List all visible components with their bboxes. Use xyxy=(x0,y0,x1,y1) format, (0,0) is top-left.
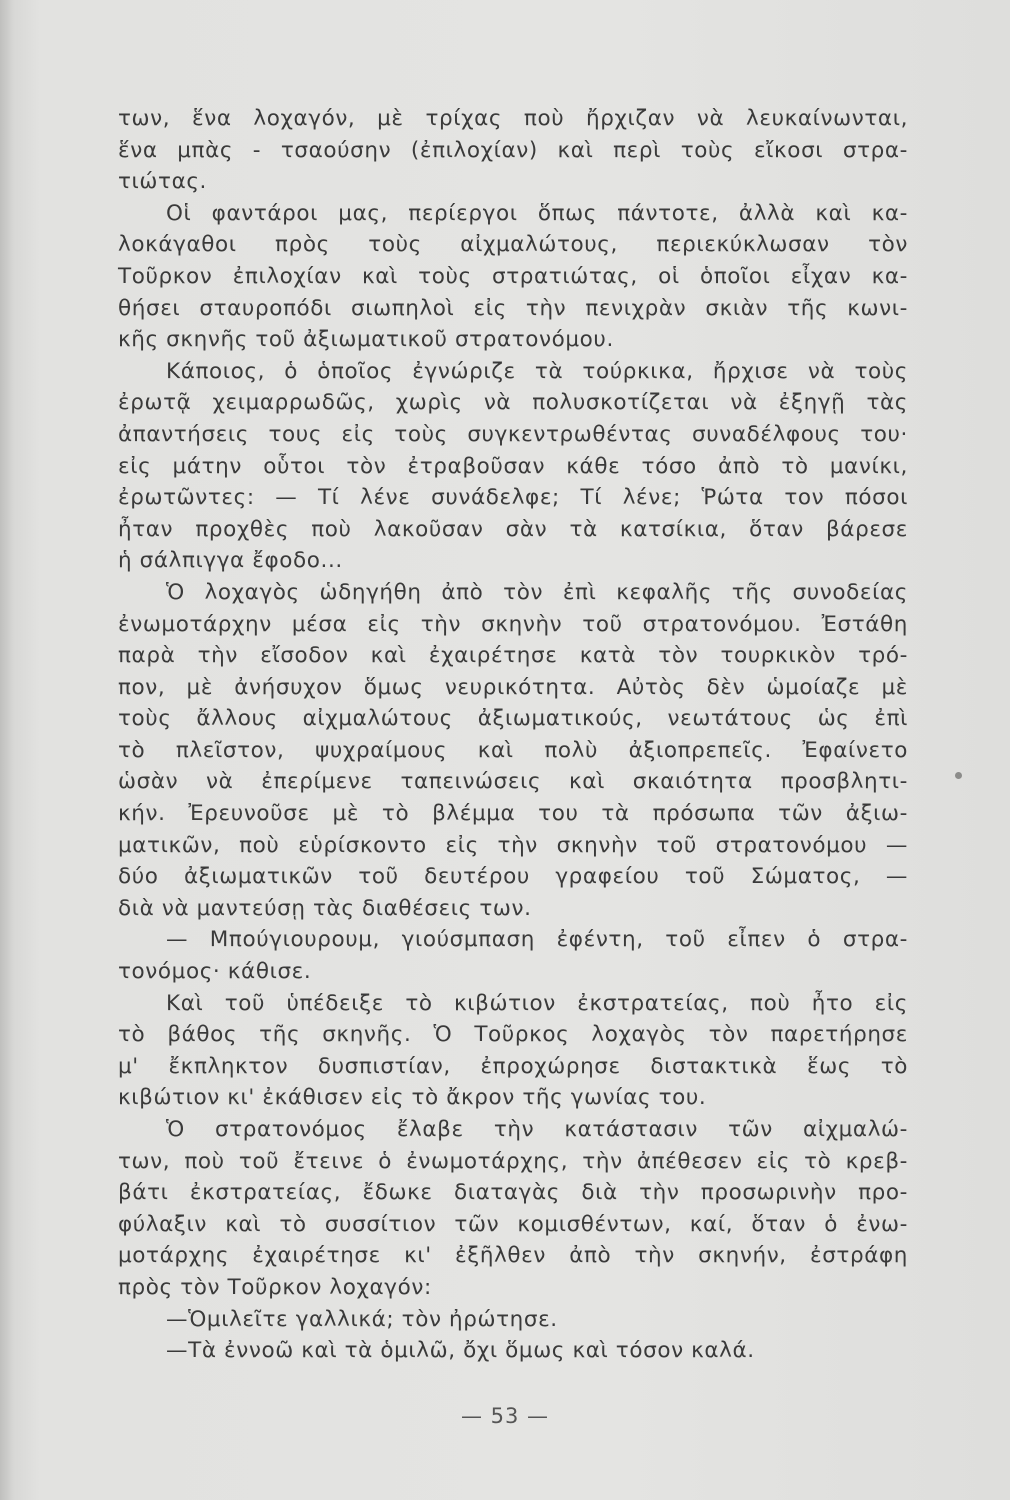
text-line: Οἱ φαντάροι μας, περίεργοι ὅπως πάντοτε, ἀλλὰ καὶ κα- xyxy=(166,200,908,226)
text-line: Κάποιος, ὁ ὁποῖος ἐγνώριζε τὰ τούρκικα, ἤρχισε νὰ τοὺς xyxy=(166,358,908,384)
text-line: εἰς μάτην οὗτοι τὸν ἐτραβοῦσαν κάθε τόσο ἀπὸ τὸ μανίκι, xyxy=(118,453,908,479)
text-line: ἀπαντήσεις τους εἰς τοὺς συγκεντρωθέντας συναδέλφους του· xyxy=(118,421,908,447)
text-line: των, ἕνα λοχαγόν, μὲ τρίχας ποὺ ἤρχιζαν νὰ λευκαίνωνται, xyxy=(118,106,908,131)
text-line: ἐνωμοτάρχην μέσα εἰς τὴν σκηνὴν τοῦ στρατονόμου. Ἐστάθη xyxy=(118,611,908,637)
text-line: ἡ σάλπιγγα ἔφοδο... xyxy=(118,548,343,574)
text-line: —Ὁμιλεῖτε γαλλικά; τὸν ἠρώτησε. xyxy=(166,1306,558,1332)
text-line: λοκάγαθοι πρὸς τοὺς αἰχμαλώτους, περιεκύκλωσαν τὸν xyxy=(118,232,908,258)
text-line: διὰ νὰ μαντεύσῃ τὰς διαθέσεις των. xyxy=(118,895,532,921)
text-line: τοὺς ἄλλους αἰχμαλώτους ἀξιωματικούς, νεωτάτους ὡς ἐπὶ xyxy=(118,706,908,732)
text-line: ματικῶν, ποὺ εὑρίσκοντο εἰς τὴν σκηνὴν τοῦ στρατονόμου — xyxy=(118,832,908,858)
body-text xyxy=(118,103,908,1367)
text-line: Ὁ στρατονόμος ἔλαβε τὴν κατάστασιν τῶν αἰχμαλώ- xyxy=(166,1117,908,1142)
text-line: τὸ βάθος τῆς σκηνῆς. Ὁ Τοῦρκος λοχαγὸς τὸν παρετήρησε xyxy=(118,1022,908,1048)
text-line: ἕνα μπὰς - τσαούσην (ἐπιλοχίαν) καὶ περὶ τοὺς εἴκοσι στρα- xyxy=(118,137,908,163)
text-line: — Μπούγιουρουμ, γιούσμπαση ἐφέντη, τοῦ εἶπεν ὁ στρα- xyxy=(166,927,908,953)
page-number: — 53 — xyxy=(460,1404,550,1428)
text-line: ἐρωτᾷ χειμαρρωδῶς, χωρὶς νὰ πολυσκοτίζεται νὰ ἐξηγῇ τὰς xyxy=(118,390,908,416)
text-line: ἐρωτῶντες: — Τί λένε συνάδελφε; Τί λένε; Ῥώτα τον πόσοι xyxy=(118,485,908,511)
text-line: βάτι ἐκστρατείας, ἔδωκε διαταγὰς διὰ τὴν προσωρινὴν προ- xyxy=(118,1180,908,1206)
text-line: τονόμος· κάθισε. xyxy=(118,959,312,985)
text-line: θήσει σταυροπόδι σιωπηλοὶ εἰς τὴν πενιχρὰν σκιὰν τῆς κωνι- xyxy=(118,295,908,321)
text-line: τὸ πλεῖστον, ψυχραίμους καὶ πολὺ ἀξιοπρεπεῖς. Ἐφαίνετο xyxy=(118,737,908,763)
text-line: —Τὰ ἐννοῶ καὶ τὰ ὁμιλῶ, ὄχι ὅμως καὶ τόσον καλά. xyxy=(166,1338,755,1364)
text-line: φύλαξιν καὶ τὸ συσσίτιον τῶν κομισθέντων, καί, ὅταν ὁ ἐνω- xyxy=(118,1211,908,1237)
text-line: κῆς σκηνῆς τοῦ ἀξιωματικοῦ στρατονόμου. xyxy=(118,327,614,353)
text-line: κήν. Ἐρευνοῦσε μὲ τὸ βλέμμα του τὰ πρόσωπα τῶν ἀξιω- xyxy=(118,801,908,827)
text-line: Τοῦρκον ἐπιλοχίαν καὶ τοὺς στρατιώτας, οἱ ὁποῖοι εἶχαν κα- xyxy=(118,263,908,289)
print-speck xyxy=(955,772,962,779)
text-line: πον, μὲ ἀνήσυχον ὅμως νευρικότητα. Αὐτὸς δὲν ὡμοίαζε μὲ xyxy=(118,674,908,700)
text-line: κιβώτιον κι' ἐκάθισεν εἰς τὸ ἄκρον τῆς γωνίας του. xyxy=(118,1085,707,1111)
text-line: δύο ἀξιωματικῶν τοῦ δευτέρου γραφείου τοῦ Σώματος, — xyxy=(118,864,908,890)
text-line: των, ποὺ τοῦ ἔτεινε ὁ ἐνωμοτάρχης, τὴν ἀπέθεσεν εἰς τὸ κρεβ- xyxy=(118,1148,908,1174)
text-line: ἦταν προχθὲς ποὺ λακοῦσαν σὰν τὰ κατσίκια, ὅταν βάρεσε xyxy=(118,516,908,542)
text-line: μοτάρχης ἐχαιρέτησε κι' ἐξῆλθεν ἀπὸ τὴν σκηνήν, ἐστράφη xyxy=(118,1243,908,1269)
text-line: μ' ἔκπληκτον δυσπιστίαν, ἐπροχώρησε διστακτικὰ ἕως τὸ xyxy=(118,1053,908,1079)
text-line: Καὶ τοῦ ὑπέδειξε τὸ κιβώτιον ἐκστρατείας, ποὺ ἦτο εἰς xyxy=(166,990,908,1016)
text-line: τιώτας. xyxy=(118,169,207,195)
text-line: ὡσὰν νὰ ἐπερίμενε ταπεινώσεις καὶ σκαιότητα προσβλητι- xyxy=(118,769,908,795)
text-line: παρὰ τὴν εἴσοδον καὶ ἐχαιρέτησε κατὰ τὸν τουρκικὸν τρό- xyxy=(118,643,908,669)
text-line: πρὸς τὸν Τοῦρκον λοχαγόν: xyxy=(118,1274,432,1300)
text-line: Ὁ λοχαγὸς ὡδηγήθη ἀπὸ τὸν ἐπὶ κεφαλῆς τῆς συνοδείας xyxy=(166,579,908,605)
